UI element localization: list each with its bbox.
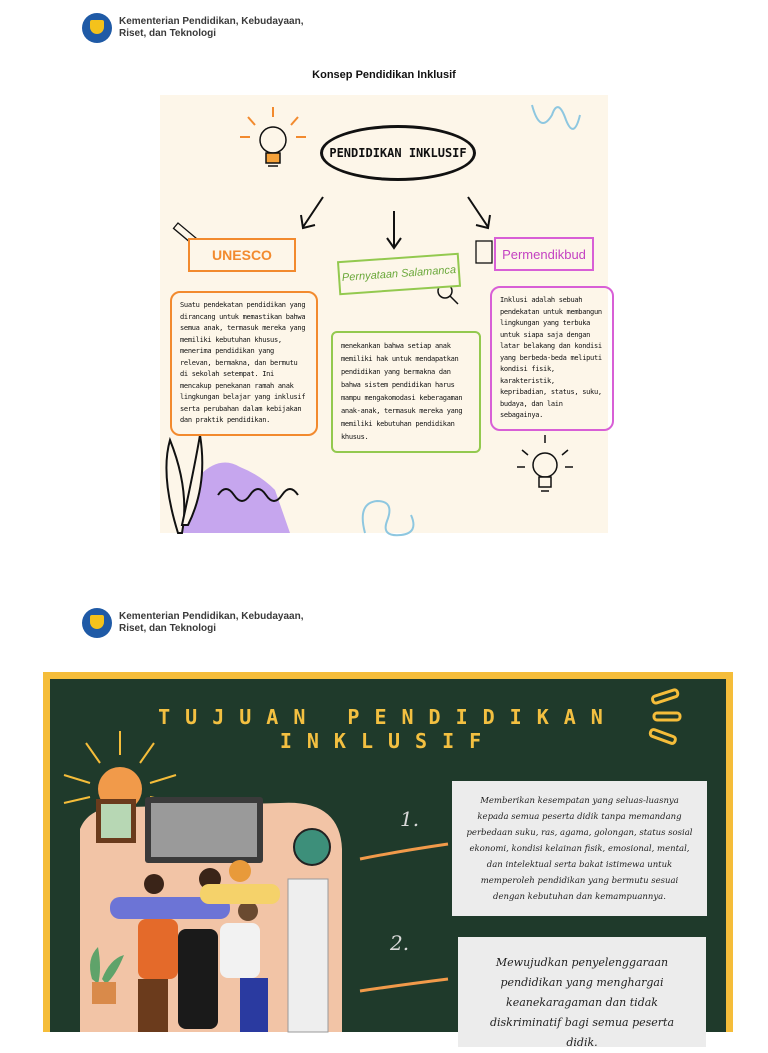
- chalk-stroke-1: [360, 844, 448, 859]
- ministry-header-2: [82, 608, 304, 638]
- goal-note-1: Memberikan kesempatan yang seluas-luasnya kepada semua peserta didik tanpa memandang perbedaan suku, ras, agama, golongan, status sosial ekonomi, kondisi kelainan fisik, emosional, mental, dan intelektual serta bakat istimewa untuk memperoleh pendidikan yang bermutu sesuai dengan kebutuhan dan kemampuannya.: [452, 781, 707, 916]
- ministry-name: Kementerian Pendidikan, Kebudayaan, Riset, dan Teknologi: [119, 611, 304, 634]
- goal-number-1: 1.: [400, 807, 420, 831]
- ministry-name: Kementerian Pendidikan, Kebudayaan, Riset, dan Teknologi: [119, 16, 304, 39]
- goal-number-2: 2.: [390, 931, 410, 955]
- chalkboard-surface: [50, 679, 726, 1049]
- lightbulb-icon: [260, 127, 286, 166]
- arrow-right-icon: [464, 195, 494, 231]
- ministry-logo-icon: [82, 13, 112, 43]
- mindmap-panel: [160, 95, 608, 533]
- branch-label-unesco: UNESCO: [188, 238, 296, 272]
- chalk-sticks-icon: [649, 689, 680, 744]
- branch-label-salamanca: Pernyataan Salamanca: [337, 253, 461, 295]
- loop-squiggle: [363, 501, 414, 535]
- ministry-header: [82, 13, 304, 43]
- arrow-left-icon: [297, 195, 327, 231]
- chalkboard-title: TUJUAN PENDIDIKAN INKLUSIF: [158, 705, 618, 753]
- notebook-icon: [476, 241, 492, 263]
- chalk-stroke-2: [360, 979, 448, 991]
- goal-note-2: Mewujudkan penyelenggaraan pendidikan yang menghargai keanekaragaman dan tidak diskriminatif bagi semua peserta didik.: [458, 937, 706, 1047]
- branch-label-permendikbud: Permendikbud: [494, 237, 594, 271]
- globe-icon: [294, 829, 330, 865]
- drawer-cabinet: [288, 879, 328, 1032]
- branch-text-permendikbud: Inklusi adalah sebuah pendekatan untuk membangun lingkungan yang terbuka untuk siapa saja dengan latar belakang dan kondisi yang berbeda-beda meliputi kondisi fisik, karakteristik, kepribadian, status, suku, budaya, dan lain sebagainya.: [490, 286, 614, 431]
- page-title: Konsep Pendidikan Inklusif: [312, 69, 456, 81]
- arrow-down-icon: [384, 209, 404, 251]
- branch-text-unesco: Suatu pendekatan pendidikan yang dirancang untuk memastikan bahwa semua anak, termasuk mereka yang memiliki kebutuhan khusus, menerima pendidikan yang relevan, bermakna, dan bermutu di sekolah setempat. Ini mencakup penekanan ramah anak lingkungan belajar yang inklusif serta perubahan dalam kebijakan dan praktik pendidikan.: [170, 291, 318, 436]
- mindmap-center-label: PENDIDIKAN INKLUSIF: [320, 125, 476, 181]
- branch-text-salamanca: menekankan bahwa setiap anak memiliki hak untuk mendapatkan pendidikan yang bermakna dan bahwa sistem pendidikan harus mampu mengakomodasi keberagaman anak-anak, termasuk mereka yang memiliki kebutuhan pendidikan khusus.: [331, 331, 481, 453]
- ministry-logo-icon: [82, 608, 112, 638]
- lightbulb-small-icon: [517, 435, 573, 491]
- goals-chalkboard: [43, 672, 733, 1049]
- squiggle-icon: [532, 105, 580, 129]
